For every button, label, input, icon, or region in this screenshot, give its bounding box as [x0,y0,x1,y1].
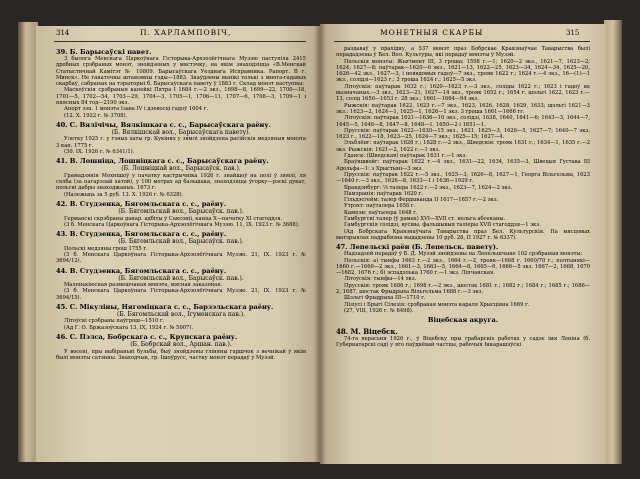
entry-heading: 47. Лепельскі раён (Б. Лепельск. павету). [336,243,499,252]
entry-subheading: (Б. Лошніцкай вол., Барысаўск. пав.). [121,165,241,173]
paragraph: Маленькіюсная размешчаная монэта, мясная заказоная. [64,282,223,289]
paragraph: Брандэнбург: ⅓ талера 1622 г.—2 экз., 1623—7, 1624—2 экз. [344,184,513,191]
right-page-number: 315 [566,29,580,37]
paragraph: Літоўскія: паўтарак 1632 г.; 1620—1623 г.—3 экз., соліды 1622 г.; 1623 і гадоў не вызначаных.—3 экз., 1623—21, 1627—14 экз., трояк 1652 г.; 1654 г. шэльгі 1622, 1623 г.—13, солід 1650—1653 г. 28 экз.; 1661—1664—94 экз. [336,83,590,103]
entry-heading: 46. С. Пэлса, Бобрскага с. с., Крупскага раёну. [56,333,238,342]
paragraph: Памэранія: паўтарак 1620 г. [344,190,423,197]
left-header-rule [54,41,306,42]
paragraph: Эльблёнг: паўтарак 1626 г.; 1628 г.—2 экз., Шведскія: трояк 1631 г.; 1634—1, 1635 г.—2 экз. Рыжскія: 1621—2, 1622 г.—1 экз. [336,140,590,153]
book-gutter [314,24,326,464]
paragraph: Браўншвейг: паўтарак 1622 г.—4 экз., 1631—22, 1634, 1635—3, Швецыя Густава ІІІ Адольфа—1: з Хрыстыні—3 экз. [336,159,590,172]
entry-subheading: (Б. Бягомльскай вол., Ігуменскага пав.). [116,310,246,318]
paragraph: Літоўскія: тынфы—14 экз. [344,276,417,283]
entry-subheading: (Б. Бобрскай вол., Аршан. пав.). [130,341,232,349]
section-heading: Віцебская акруга. [427,316,499,325]
paragraph: Шэльгі Фрыдрыха ІІІ—1710 г. [344,295,426,302]
entry-subheading: (Б. Вялкішскай вол., Барысаўскага павету). [111,128,251,136]
right-page-text [336,46,590,458]
left-page-edges [18,22,38,462]
paragraph: (Ад Г. О. Бржазоўскага 13, IX, 1924 г. № 5007). [64,324,194,331]
paragraph: 74-га верасьня 1926 г., ў Віцебску пры грабарскіх работах у садзе імя Леніна (б. Губернатарскі сад) у яго паўднёвай частцы, рабочыя Інкарашэўскі [336,336,590,349]
entry-heading: 44. В. Студзенка, Бягомльскага с. с., раёну. [56,266,227,275]
entry-heading: 45. С. Мікуліны, Нягоміцкага с. с., Барзэльскага раёну. [56,302,274,311]
entry-heading: 48. М. Віцебск. [336,327,398,337]
entry-heading: 41. В. Лошніца, Лошніцкага с. с., Барысаўскага раёну. [56,157,269,166]
paragraph: Прусскія: паўтарак 1622 г.—5 экз., 1625—3, 1626—8, 1627—1, Георга Вільгельма, 1623—1640 г.—3 экз., 1626—8, 1633—1 і 1636—1929 г. [336,171,590,185]
paragraph: Маскоўскія срэбраныя капейкі Пятра I 1684 г.—2 экз., 1698—8, 1699—22, 1700—18, 1701—5, 1702—54, 1703—29, 1704—3, 1705—1, 1706—11, 1707—6, 1708—3, 1709—1 і няясных 84 год—2190 экз. [56,87,306,107]
paragraph: (27, VIII, 1926 г. № 6498). [344,307,414,314]
paragraph: (30. IX. 1926 г. № 6341/1). [64,149,135,156]
entry-subheading: (Б. Бягомльскай вол., Барысаўск. пав.). [118,208,244,216]
paragraph: Утрэхт: паўталера 1658 г. [344,203,416,210]
entry-heading: 40. С. Вялічічы, Вялкішкага с. с., Барысаўскага раёну. [56,120,271,129]
paragraph: (3 б. Менскага Царкоўнага Гісторыка-Архэолёгічнага Музэю. 21, IX. 1923 г. № 3694/12). [56,251,306,265]
paragraph: Гільдэсгейм: талер Фердынанда ІІ 1617—1657 г.—2 экз. [344,197,499,204]
left-page-text [56,46,306,456]
paragraph: Апорт зэн. 1 монэта Ізава IV і дзевосці гадоў 1604 г. [64,106,209,113]
paragraph: Лізіусі і Брыгі Сілезія: срэбраная монэта караля Хрысціяна 1669 г. [344,301,530,308]
entry-heading: 43. В. Студзенка, Бягомльскага с. с., раёну. [56,230,227,239]
entry-heading: 39. Б. Барысаўскі павет. [56,48,152,56]
paragraph: Польскі медзяны грош 1755 г. [64,245,148,252]
right-page-edges [604,20,622,464]
paragraph: (3 б. Менскага Царкоўнага Гісторыка-Архэолёгічнага Музэю. 11, IX. 1923 г. № 3688). [64,221,300,228]
paragraph: Гданск: (Шведская) паўтарак 1631 г.—1 экз. [344,153,467,160]
paragraph: Кампэн: паўталера 1648 г. [344,209,418,216]
right-running-head: МОНЕТНЫЯ СКАРБЫ [380,28,484,37]
paragraph: Літоўскія: паўтарак 1621—1636—10 экз., солідзі, 1638, 1640, 1641—6; 1643—3, 1644—7, 1645—5, 1646—8, 1647—8, 1648—1, 1650—2 і 1651—1. [336,115,590,128]
paragraph: (12. X. 1922 г. № 3708). [64,112,128,119]
right-header-rule [334,41,590,42]
paragraph: Рыжскія: паўтарак 1622, 1623 г.—7 экз., 1623, 1626, 1628, 1629, 1633; шэльгі 1621—3 экз.: 1623—2, 1624—1, 1625—1, 1626—1 экз. 3 гроша 1661—1666 гг. [336,102,590,115]
paragraph: Польскія: а) тынфы 1663 г.—2 экз., 1664 г.—2, трояк—1668 г. 1660/70 г.; полтынякі—1660 г.—1660—2 экз., 1661—3, 1663—5, 1664—8, 1665—6, 1666—5 экз. 1667—2, 1668, 1670—1682, 1676 г.; б) эспадэлька 1760 г.—1 экз. Ліпчанская. [336,257,590,277]
entry-subheading: (Б. Бягомльскай вол., Барысаўск. пав.). [118,274,244,282]
left-page-number: 314 [56,29,70,37]
paragraph: Польскія монэты: Жыгімонт III, 3 гроша; 1598 г.—1; 1620—2 экз., 1621—7, 1623—2; 1624; 1627—8; паўтарак—1620—6 экз., 1621—13, 1622—25, 1623—34, 1624—34, 1625—20, 1626—42 экз., 1627—3, і невядомых гадоў—7 экз., трояк 1622 г.; 1624 г.—4 экз., 16—(1)—1 экз., солідзі—1623 г.; 3 гроша 1624 г.; 1625—5 экз. [336,58,590,84]
paragraph: Прусскія: паўтарак 1622—1630—15 экз., 1621, 1625—3, 1626—5, 1627—7; 1640—7 экз. 1623 г., 1622—18, 1623—25, 1624—7 экз.; 1625—15; 1627—4. [336,127,590,141]
paragraph: Улетку 1925 г. у гэных хаты гр. Кукіних у зямлі знойдзена расійскія медзяныя монэта 3 кап. 1775 г. [56,136,306,149]
paragraph: Літоўскі срэбраны паўгрош—1510 г. [64,318,165,325]
paragraph: 3 былога Менскага Царкоўнага Гісторыка-Архэолёгічнага Музэю паступіла 2415 дробных срэбраных монэт, знойдзеных у мястэчку, на якім знаходзіцца «В.Менскай Статыстичнай Камітэт № 10809. Барысаўскага Уезднага Исправника. Рапорт. В г. Минск». Не ганаточны штамэмпы гэды—1883. Знаўдзены вынікі толькі з многа-гадавых скарбаў, сабраных на тэрыторыі б. Барысаўскага павету ў 1883 г. Склад монэт наступны: [56,56,306,88]
entry-subheading: (Б. Бягомльскай вол., Барысаўск. пав.). [118,238,244,246]
paragraph: (3 б. Менскага Царкоўнага Гісторыка-Архэолёгічнага Музэю. 21, IX. 1923 г. № 3694/15). [56,288,306,301]
left-running-head: П. ХАРЛАМПОВІЧ, [140,28,232,37]
paragraph: У восені, пры выбіраньні бульбы, быў знойдзены гліняны гаршчок з вечнікай ў якім былі монэты сатэнны. Знаходчык, гр. Ішоўрусс, частку монэт перадаў у Музэй. [56,348,306,361]
paragraph: Грамадзянін Мохнішоў у пачатку кастрычніка 1926 г. знайшоў на полі ў зямлі, ля сялба (за пагарэлай хатой), у 100 метрах ад бальшака, знаходзіцца ўгорку—рэскі дукат, польскі дабры знаходжаных. 1673 г. [56,172,306,192]
paragraph: (Ад Бобрскага Краязнаўчага Таварыства праз Бел. Культурскія. Па мясцовых матэрыялах падрабязна выдадзены 10 руб. 28, ІІ 1927 г. № 6337). [336,228,590,241]
entry-heading: 42. В. Студзенка, Бягомльскага с. с., раёну. [56,200,227,209]
paragraph: (Належыць за 5 руб. 13. X. 1926 г. № 6328). [64,191,184,198]
paragraph: Гамбургскія солідзі, вусівы, фальшывыя таліеры XVII стагоддзя—1 экз. [344,222,541,229]
paragraph: раздаваў у прахідну, а 537 монэт праз Бобрскае Краязнаўчае Таварыства былі перададзены ў Бел. Вол. Культуры, які перадаў монэты ў Музэй. [336,46,590,59]
paragraph: Надзадзей перадаў ў Б. Д. Музэй знойдзены на Лепельшчыне 102 срэбраныя монэты: [344,251,583,258]
paragraph: Прусскія: трояк 1686 г.; 1698 г.—2 экз., шостак 1681 г.; 1682 г.; 1684 г.; 1685 г.; 1686—2, 1687, шостак Фрыдрыха Вільгельма 1688 г.—3 экз. [336,282,590,295]
paragraph: Германскі скрэбраны данар. адбіты ў Саксоніі, канца Х—пачатку ХІ стагоддзя. [64,215,283,222]
paragraph: Гамбургскі талер (ў рамах) XVI—XVII ст. нельга абсеканы. [344,216,506,223]
